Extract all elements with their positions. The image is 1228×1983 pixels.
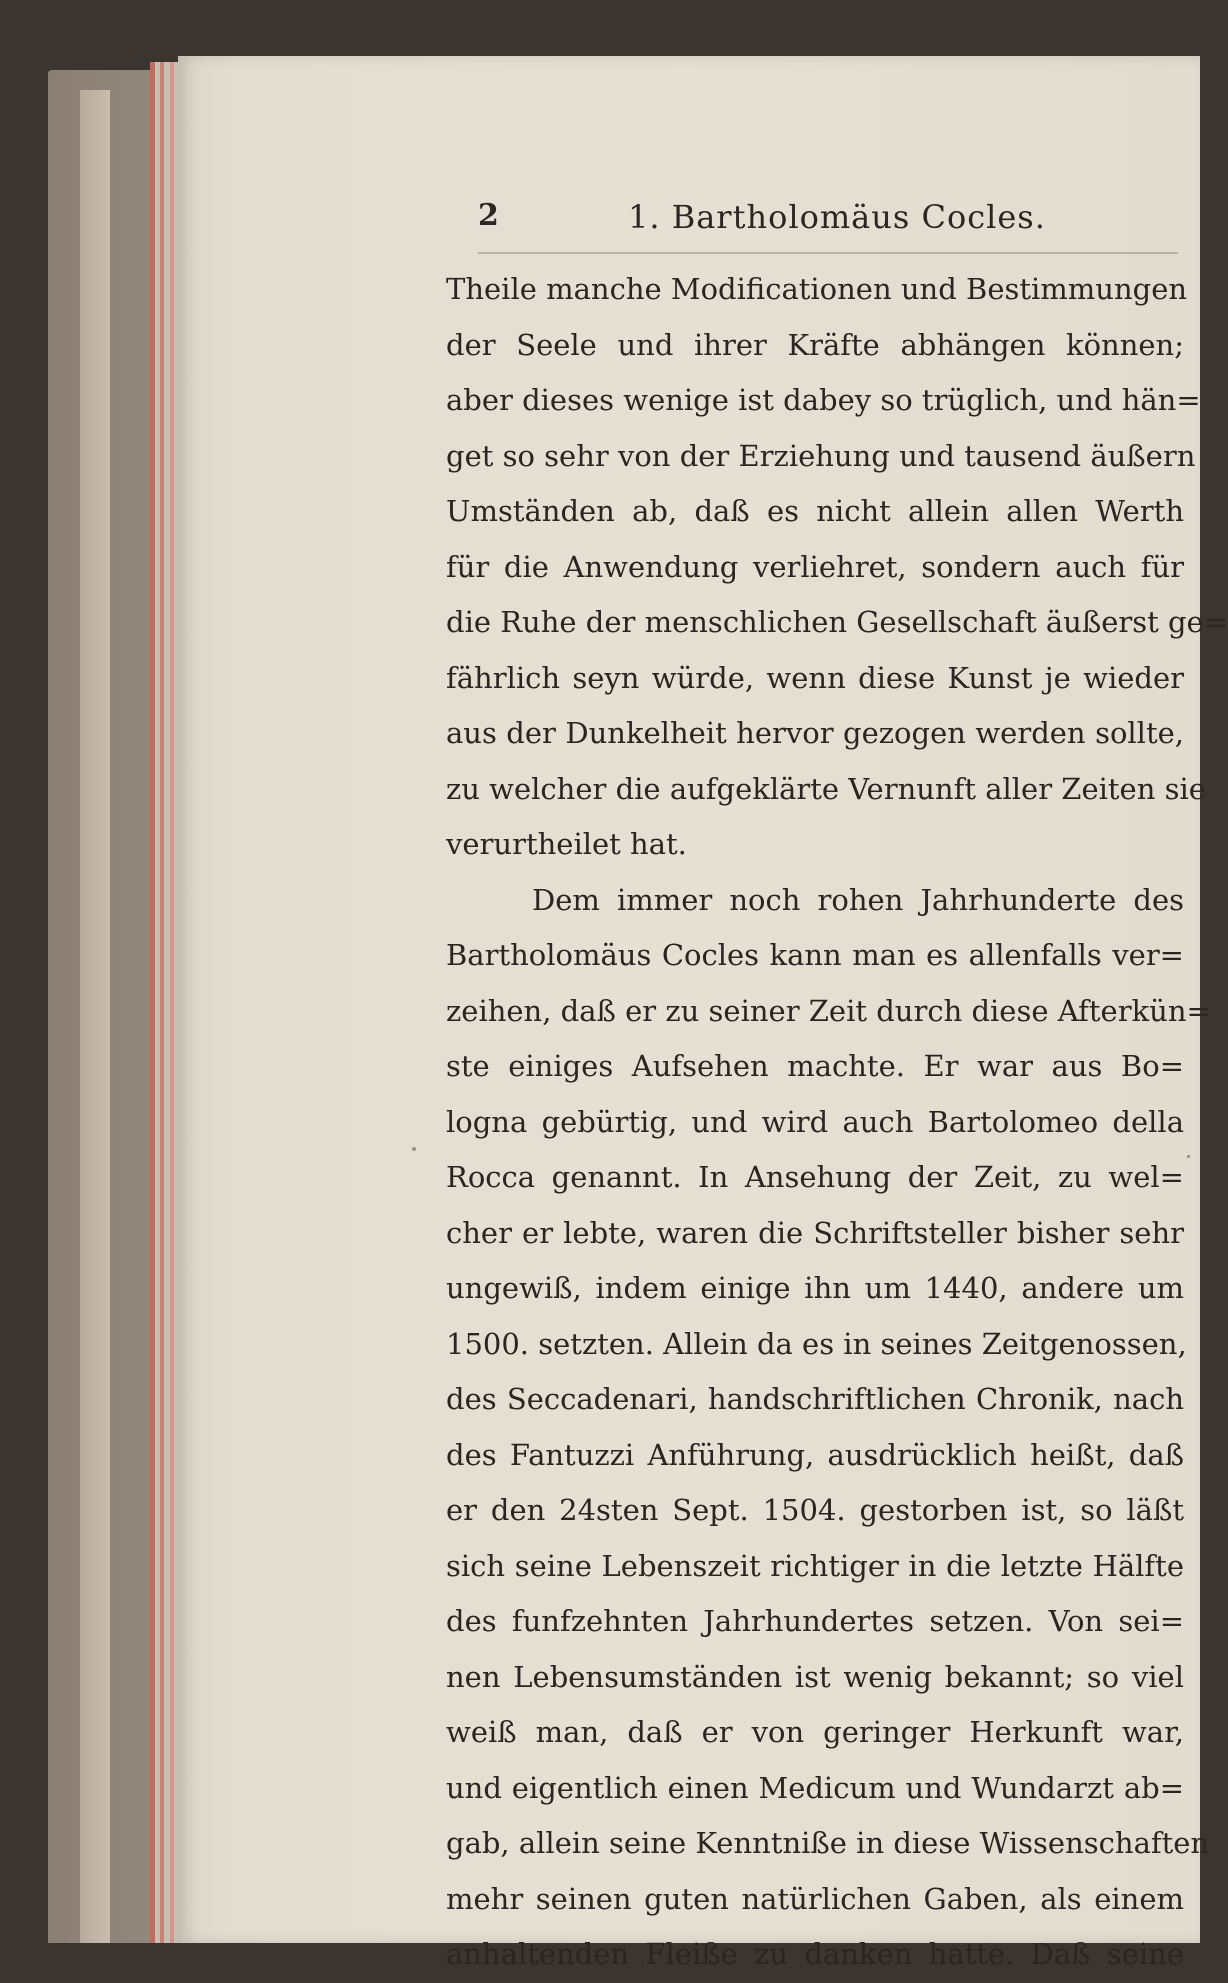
text-line: logna gebürtig, und wird auch Bartolomeo della — [446, 1104, 1184, 1139]
running-head: 1. Bartholomäus Cocles. — [628, 198, 1046, 236]
text-line: für die Anwendung verliehret, sondern auch für — [446, 549, 1184, 584]
paper-speck — [412, 1147, 416, 1151]
text-line: get so sehr von der Erziehung und tausend äußern — [446, 438, 1196, 473]
text-line: Dem immer noch rohen Jahrhunderte des — [532, 882, 1184, 917]
text-line: des Fantuzzi Anführung, ausdrücklich heißt, daß — [446, 1437, 1184, 1472]
text-line: anhaltenden Fleiße zu danken hatte. Daß seine — [446, 1937, 1184, 1971]
text-line: und eigentlich einen Medicum und Wundarzt ab= — [446, 1770, 1184, 1805]
text-line: Umständen ab, daß es nicht allein allen Werth — [446, 494, 1184, 528]
text-line: aber dieses wenige ist dabey so trüglich, und hän= — [446, 383, 1201, 417]
text-line: zeihen, daß er zu seiner Zeit durch diese Afterkün= — [446, 993, 1211, 1028]
text-line: cher er lebte, waren die Schriftsteller bisher sehr — [446, 1215, 1184, 1250]
text-line: des Seccadenari, handschriftlichen Chronik, nach — [446, 1382, 1184, 1416]
text-line: nen Lebensumständen ist wenig bekannt; so viel — [446, 1659, 1184, 1694]
text-line: die Ruhe der menschlichen Gesellschaft äußerst ge= — [446, 605, 1228, 639]
text-line: weiß man, daß er von geringer Herkunft war, — [446, 1715, 1184, 1749]
text-line: ungewiß, indem einige ihn um 1440, andere um — [446, 1271, 1184, 1305]
page-header — [478, 198, 1178, 248]
text-line: fährlich seyn würde, wenn diese Kunst je wieder — [446, 660, 1184, 695]
header-rule — [478, 252, 1178, 254]
text-line: mehr seinen guten natürlichen Gaben, als einem — [446, 1881, 1184, 1916]
text-line: Rocca genannt. In Ansehung der Zeit, zu wel= — [446, 1160, 1184, 1194]
cover-edge — [80, 90, 110, 1943]
red-page-edge — [160, 62, 164, 1943]
page-number: 2 — [478, 198, 499, 233]
body-text — [446, 262, 1228, 1971]
text-line: ste einiges Aufsehen machte. Er war aus Bo= — [446, 1049, 1184, 1083]
text-line: der Seele und ihrer Kräfte abhängen können; — [446, 327, 1184, 362]
text-line: Bartholomäus Cocles kann man es allenfalls ver= — [446, 938, 1184, 972]
text-line: aus der Dunkelheit hervor gezogen werden sollte, — [446, 716, 1184, 750]
red-page-edge — [170, 62, 174, 1943]
text-line: er den 24sten Sept. 1504. gestorben ist, so läßt — [446, 1493, 1184, 1527]
text-line: des funfzehnten Jahrhundertes setzen. Von sei= — [446, 1604, 1184, 1638]
paper-speck — [1187, 1155, 1190, 1158]
text-line: gab, allein seine Kenntniße in diese Wissenschaften — [446, 1826, 1210, 1860]
red-page-edge — [150, 62, 155, 1943]
text-line: verurtheilet hat. — [446, 827, 687, 861]
text-line: 1500. setzten. Allein da es in seines Zeitgenossen, — [446, 1326, 1187, 1361]
text-line: sich seine Lebenszeit richtiger in die letzte Hälfte — [446, 1548, 1184, 1583]
text-line: zu welcher die aufgeklärte Vernunft aller Zeiten sie — [446, 771, 1206, 806]
text-line: Theile manche Modificationen und Bestimmungen — [446, 272, 1188, 306]
